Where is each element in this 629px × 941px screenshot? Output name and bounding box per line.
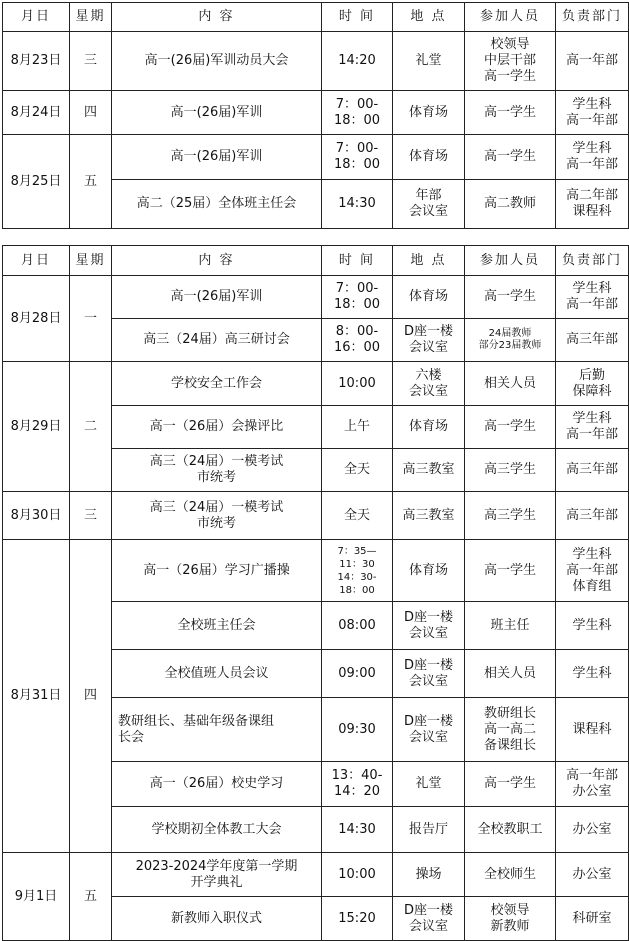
date-cell: 8月24日 <box>3 91 70 135</box>
place-cell: 报告厅 <box>393 807 465 853</box>
place-cell: 礼堂 <box>393 762 465 807</box>
department-cell: 办公室 <box>556 807 629 853</box>
table-row <box>3 32 629 91</box>
content-cell: 高三（24届）高三研讨会 <box>112 319 322 362</box>
weekday-cell: 四 <box>70 91 112 135</box>
header-time: 时 间 <box>322 246 393 276</box>
content-cell: 高一(26届)军训 <box>112 276 322 319</box>
participants-cell: 校领导 中层干部 高一学生 <box>465 32 556 91</box>
place-cell: 高三教室 <box>393 492 465 540</box>
content-cell: 高一（26届）会操评比 <box>112 406 322 449</box>
header-place: 地 点 <box>393 3 465 32</box>
header-content: 内 容 <box>112 3 322 32</box>
place-cell: 礼堂 <box>393 32 465 91</box>
department-cell: 高一年部 办公室 <box>556 762 629 807</box>
department-cell: 学生科 <box>556 650 629 698</box>
place-cell: 体育场 <box>393 276 465 319</box>
participants-cell: 高三学生 <box>465 449 556 492</box>
content-cell: 高一(26届)军训 <box>112 135 322 180</box>
place-cell: D座一楼 会议室 <box>393 698 465 762</box>
header-date: 月日 <box>3 3 70 32</box>
department-cell: 学生科 高一年部 体育组 <box>556 540 629 602</box>
participants-cell: 班主任 <box>465 602 556 650</box>
content-cell: 高一(26届)军训 <box>112 91 322 135</box>
date-cell: 8月31日 <box>3 540 70 853</box>
content-cell: 2023-2024学年度第一学期 开学典礼 <box>112 853 322 897</box>
content-cell: 高一（26届）学习广播操 <box>112 540 322 602</box>
participants-cell: 相关人员 <box>465 650 556 698</box>
department-cell: 学生科 高一年部 <box>556 91 629 135</box>
content-cell: 高三（24届）一模考试 市统考 <box>112 492 322 540</box>
time-cell: 全天 <box>322 449 393 492</box>
place-cell: 六楼 会议室 <box>393 362 465 406</box>
time-cell: 7：00- 18：00 <box>322 135 393 180</box>
time-cell: 09:30 <box>322 698 393 762</box>
time-cell: 10:00 <box>322 362 393 406</box>
participants-cell: 高一学生 <box>465 91 556 135</box>
department-cell: 后勤 保障科 <box>556 362 629 406</box>
time-cell: 7：00- 18：00 <box>322 91 393 135</box>
department-cell: 课程科 <box>556 698 629 762</box>
time-cell: 10:00 <box>322 853 393 897</box>
participants-cell: 全校教职工 <box>465 807 556 853</box>
department-cell: 高二年部 课程科 <box>556 180 629 229</box>
table-row <box>3 540 629 602</box>
content-cell: 全校班主任会 <box>112 602 322 650</box>
header-participants: 参加人员 <box>465 246 556 276</box>
department-cell: 办公室 <box>556 853 629 897</box>
time-cell: 8：00- 16：00 <box>322 319 393 362</box>
place-cell: 操场 <box>393 853 465 897</box>
header-participants: 参加人员 <box>465 3 556 32</box>
participants-cell: 24届教师 部分23届教师 <box>465 319 556 362</box>
table-row <box>3 853 629 897</box>
participants-cell: 高一学生 <box>465 406 556 449</box>
time-cell: 14:30 <box>322 807 393 853</box>
department-cell: 高三年部 <box>556 449 629 492</box>
place-cell: D座一楼 会议室 <box>393 319 465 362</box>
place-cell: D座一楼 会议室 <box>393 897 465 941</box>
content-cell: 高一（26届）校史学习 <box>112 762 322 807</box>
date-cell: 8月29日 <box>3 362 70 492</box>
participants-cell: 相关人员 <box>465 362 556 406</box>
header-department: 负责部门 <box>556 246 629 276</box>
department-cell: 学生科 高一年部 <box>556 276 629 319</box>
header-row <box>3 246 629 276</box>
weekday-cell: 四 <box>70 540 112 853</box>
header-weekday: 星期 <box>70 246 112 276</box>
header-weekday: 星期 <box>70 3 112 32</box>
department-cell: 科研室 <box>556 897 629 941</box>
weekday-cell: 二 <box>70 362 112 492</box>
participants-cell: 高一学生 <box>465 762 556 807</box>
time-cell: 15:20 <box>322 897 393 941</box>
time-cell: 7：00- 18：00 <box>322 276 393 319</box>
place-cell: D座一楼 会议室 <box>393 602 465 650</box>
header-date: 月日 <box>3 246 70 276</box>
content-cell: 教研组长、基础年级备课组 长会 <box>112 698 322 762</box>
weekday-cell: 三 <box>70 492 112 540</box>
place-cell: 体育场 <box>393 91 465 135</box>
participants-cell: 高一学生 <box>465 540 556 602</box>
schedule-table-week1 <box>2 2 629 229</box>
time-cell: 14:20 <box>322 32 393 91</box>
table-row <box>3 276 629 319</box>
participants-cell: 教研组长 高一高二 备课组长 <box>465 698 556 762</box>
content-cell: 高三（24届）一模考试 市统考 <box>112 449 322 492</box>
content-cell: 高一(26届)军训动员大会 <box>112 32 322 91</box>
header-time: 时 间 <box>322 3 393 32</box>
table-row <box>3 362 629 406</box>
content-cell: 高二（25届）全体班主任会 <box>112 180 322 229</box>
department-cell: 高三年部 <box>556 492 629 540</box>
place-cell: 年部 会议室 <box>393 180 465 229</box>
department-cell: 学生科 高一年部 <box>556 406 629 449</box>
content-cell: 学校期初全体教工大会 <box>112 807 322 853</box>
time-cell: 全天 <box>322 492 393 540</box>
department-cell: 高三年部 <box>556 319 629 362</box>
header-place: 地 点 <box>393 246 465 276</box>
date-cell: 8月25日 <box>3 135 70 229</box>
date-cell: 8月23日 <box>3 32 70 91</box>
content-cell: 全校值班人员会议 <box>112 650 322 698</box>
time-cell: 08:00 <box>322 602 393 650</box>
department-cell: 学生科 <box>556 602 629 650</box>
time-cell: 上午 <box>322 406 393 449</box>
place-cell: 体育场 <box>393 540 465 602</box>
place-cell: 体育场 <box>393 406 465 449</box>
time-cell: 14:30 <box>322 180 393 229</box>
table-row <box>3 91 629 135</box>
date-cell: 8月28日 <box>3 276 70 362</box>
time-cell: 13：40- 14：20 <box>322 762 393 807</box>
department-cell: 高一年部 <box>556 32 629 91</box>
date-cell: 9月1日 <box>3 853 70 941</box>
weekday-cell: 五 <box>70 853 112 941</box>
participants-cell: 校领导 新教师 <box>465 897 556 941</box>
header-department: 负责部门 <box>556 3 629 32</box>
place-cell: D座一楼 会议室 <box>393 650 465 698</box>
header-row <box>3 3 629 32</box>
participants-cell: 高二教师 <box>465 180 556 229</box>
participants-cell: 全校师生 <box>465 853 556 897</box>
department-cell: 学生科 高一年部 <box>556 135 629 180</box>
participants-cell: 高一学生 <box>465 135 556 180</box>
content-cell: 新教师入职仪式 <box>112 897 322 941</box>
content-cell: 学校安全工作会 <box>112 362 322 406</box>
weekday-cell: 一 <box>70 276 112 362</box>
schedule-table-week2 <box>2 245 629 941</box>
time-cell: 09:00 <box>322 650 393 698</box>
participants-cell: 高三学生 <box>465 492 556 540</box>
date-cell: 8月30日 <box>3 492 70 540</box>
participants-cell: 高一学生 <box>465 276 556 319</box>
place-cell: 高三教室 <box>393 449 465 492</box>
time-cell: 7：35— 11：30 14：30- 18：00 <box>322 540 393 602</box>
table-row <box>3 492 629 540</box>
table-row <box>3 135 629 180</box>
header-content: 内 容 <box>112 246 322 276</box>
weekday-cell: 五 <box>70 135 112 229</box>
weekday-cell: 三 <box>70 32 112 91</box>
place-cell: 体育场 <box>393 135 465 180</box>
